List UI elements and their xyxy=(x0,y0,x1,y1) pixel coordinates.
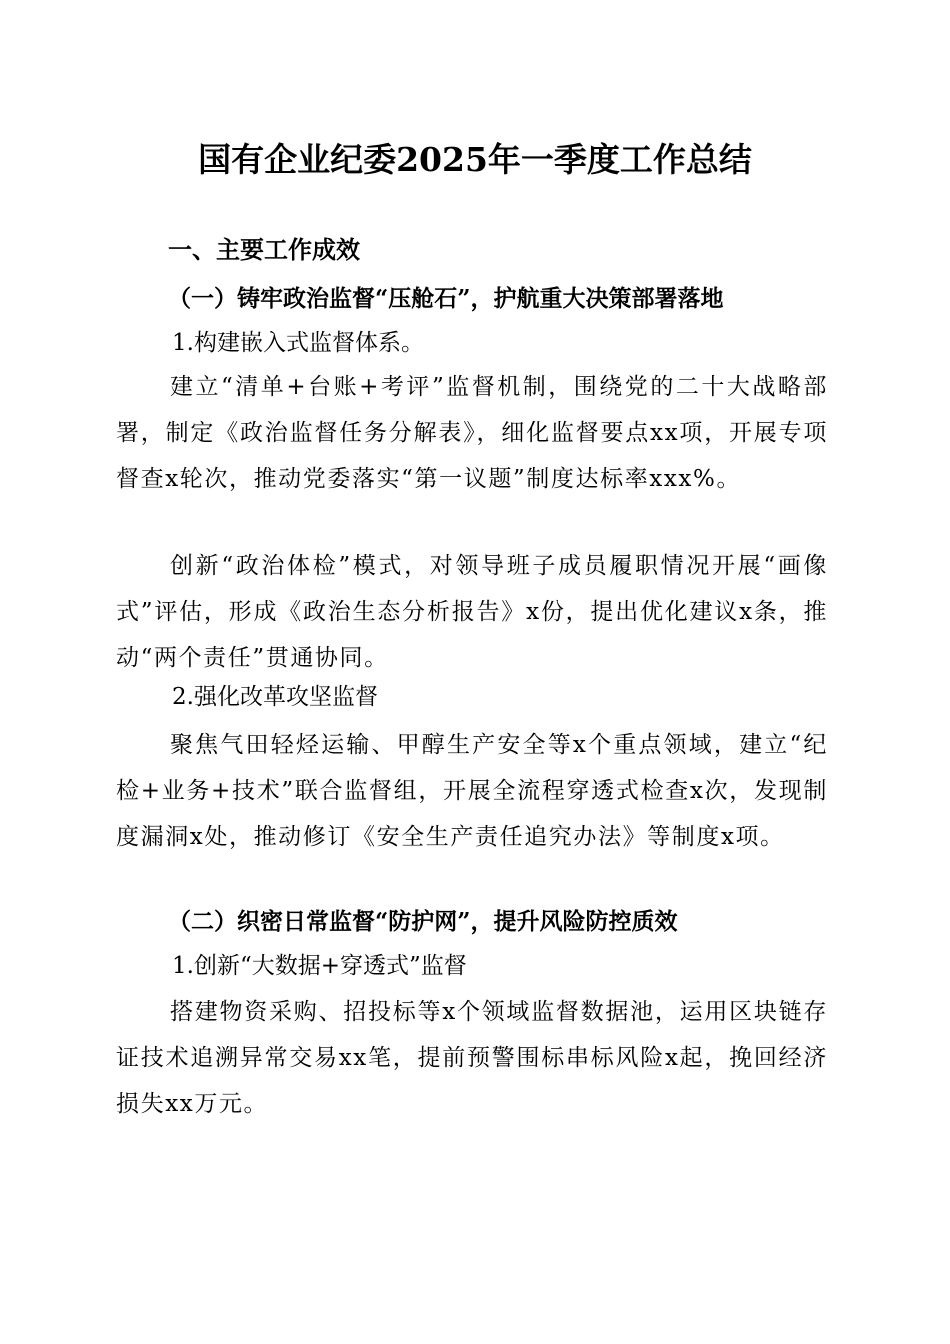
subsection-heading-political-supervision: （一）铸牢政治监督“压舱石”，护航重大决策部署落地 xyxy=(168,285,724,312)
paragraph-political-checkup: 创新“政治体检”模式，对领导班子成员履职情况开展“画像式”评估，形成《政治生态分析报告》x份，提出优化建议x条，推动“两个责任”贯通协同。 xyxy=(116,553,828,671)
item-heading-embedded-supervision: 1.构建嵌入式监督体系。 xyxy=(172,330,424,356)
subsection-heading-daily-supervision: （二）织密日常监督“防护网”，提升风险防控质效 xyxy=(168,908,678,935)
section-heading-main-achievements: 一、主要工作成效 xyxy=(168,236,360,264)
paragraph-data-pool-blockchain: 搭建物资采购、招投标等x个领域监督数据池，运用区块链存证技术追溯异常交易xx笔，提前预警围标串标风险x起，挽回经济损失xx万元。 xyxy=(116,999,828,1117)
item-heading-big-data-supervision: 1.创新“大数据+穿透式”监督 xyxy=(172,953,467,979)
paragraph-key-areas-inspection: 聚焦气田轻烃运输、甲醇生产安全等x个重点领域，建立“纪检+业务+技术”联合监督组，开展全流程穿透式检查x次，发现制度漏洞x处，推动修订《安全生产责任追究办法》等制度x项。 xyxy=(116,732,828,850)
item-heading-reform-supervision: 2.强化改革攻坚监督 xyxy=(172,684,378,710)
document-title: 国有企业纪委2025年一季度工作总结 xyxy=(198,140,752,179)
paragraph-supervision-mechanism: 建立“清单+台账+考评”监督机制，围绕党的二十大战略部署，制定《政治监督任务分解表》，细化监督要点xx项，开展专项督查x轮次，推动党委落实“第一议题”制度达标率xxx%。 xyxy=(116,374,828,492)
